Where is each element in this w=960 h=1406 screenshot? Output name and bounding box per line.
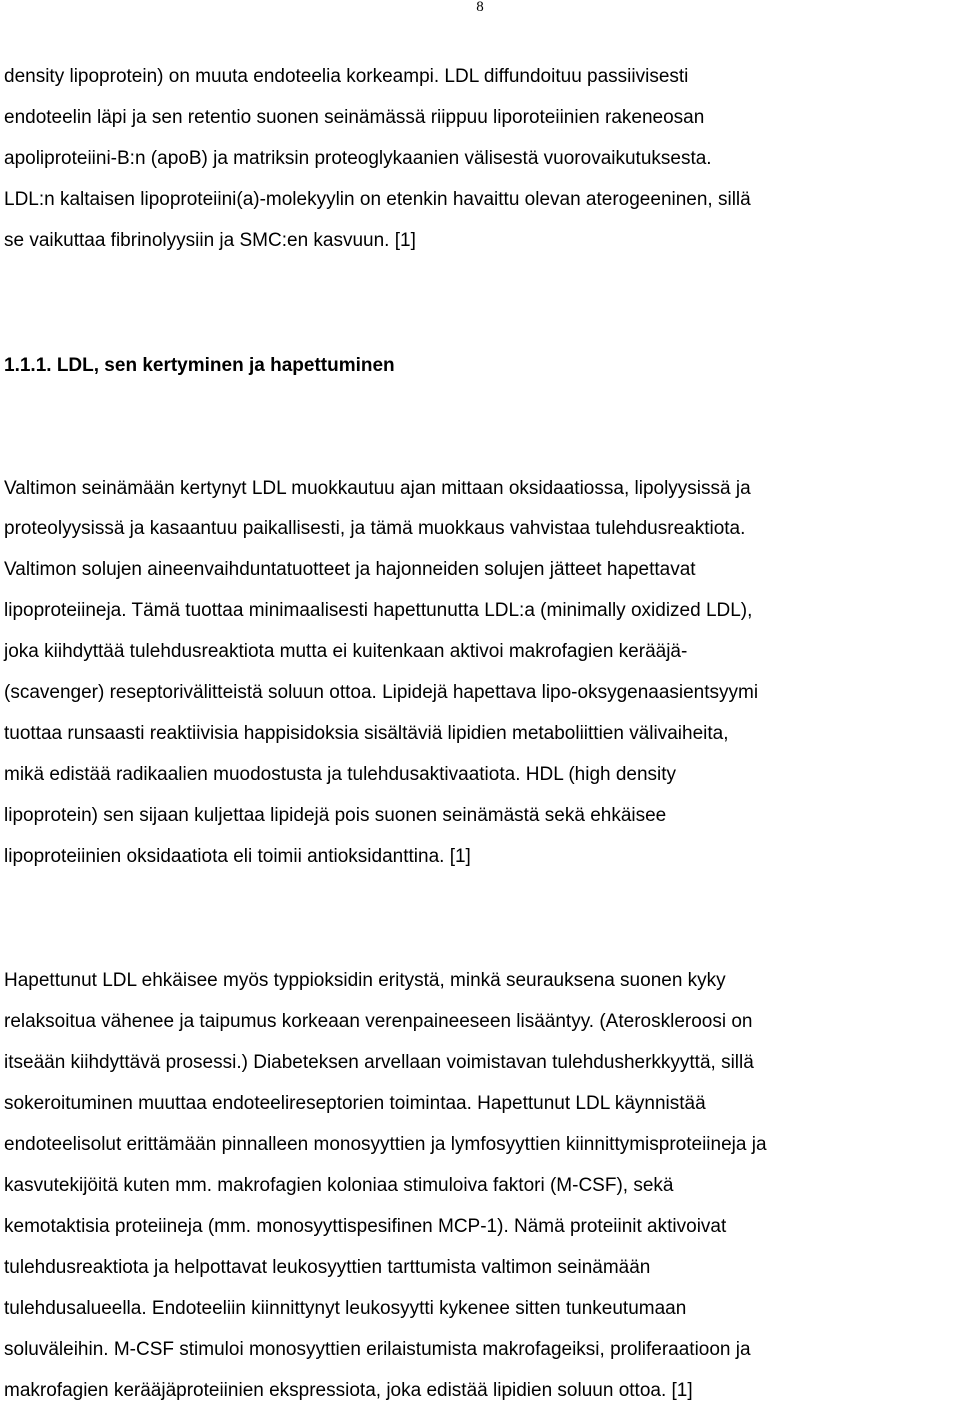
- text-line: lipoproteiineja. Tämä tuottaa minimaalisesti hapettunutta LDL:a (minimally oxidized LDL),: [4, 600, 753, 621]
- text-line: tulehdusreaktiota ja helpottavat leukosyyttien tarttumista valtimon seinämään: [4, 1257, 651, 1278]
- text-line: sokeroituminen muuttaa endoteelireseptorien toimintaa. Hapettunut LDL käynnistää: [4, 1093, 706, 1114]
- text-line: relaksoitua vähenee ja taipumus korkeaan verenpaineeseen lisääntyy. (Ateroskleroosi on: [4, 1011, 753, 1032]
- page-number: 8: [476, 0, 484, 15]
- text-line: tulehdusalueella. Endoteeliin kiinnittynyt leukosyytti kykenee sitten tunkeutumaan: [4, 1298, 687, 1319]
- text-line: lipoprotein) sen sijaan kuljettaa lipidejä pois suonen seinämästä sekä ehkäisee: [4, 805, 667, 826]
- text-line: endoteelisolut erittämään pinnalleen monosyyttien ja lymfosyyttien kiinnittymisproteiineja ja: [4, 1134, 767, 1155]
- text-line: kemotaktisia proteiineja (mm. monosyyttispesifinen MCP-1). Nämä proteiinit aktivoivat: [4, 1216, 727, 1237]
- text-line: endoteelin läpi ja sen retentio suonen seinämässä riippuu liporoteiinien rakeneosan: [4, 107, 705, 128]
- text-line: soluväleihin. M-CSF stimuloi monosyyttien erilaistumista makrofageiksi, proliferaatioon ja: [4, 1339, 751, 1360]
- text-line: proteolyysissä ja kasaantuu paikallisesti, ja tämä muokkaus vahvistaa tulehdusreaktiota.: [4, 518, 746, 539]
- text-line: LDL:n kaltaisen lipoproteiini(a)-molekyylin on etenkin havaittu olevan aterogeeninen, sillä: [4, 189, 751, 210]
- text-line: (scavenger) reseptorivälitteistä soluun ottoa. Lipidejä hapettava lipo-oksygenaasientsyymi: [4, 682, 759, 703]
- text-line: itseään kiihdyttävä prosessi.) Diabeteksen arvellaan voimistavan tulehdusherkkyyttä, sillä: [4, 1052, 754, 1073]
- text-line: se vaikuttaa fibrinolyysiin ja SMC:en kasvuun. [1]: [4, 230, 416, 251]
- text-line: apoliproteiini-B:n (apoB) ja matriksin proteoglykaanien välisestä vuorovaikutuksesta.: [4, 148, 712, 169]
- section-heading: 1.1.1. LDL, sen kertyminen ja hapettuminen: [4, 355, 395, 376]
- text-line: lipoproteiinien oksidaatiota eli toimii antioksidanttina. [1]: [4, 846, 471, 867]
- text-line: Valtimon solujen aineenvaihduntatuotteet ja hajonneiden solujen jätteet hapettavat: [4, 559, 696, 580]
- text-line: Valtimon seinämään kertynyt LDL muokkautuu ajan mittaan oksidaatiossa, lipolyysissä ja: [4, 478, 751, 499]
- text-line: Hapettunut LDL ehkäisee myös typpioksidin eritystä, minkä seurauksena suonen kyky: [4, 970, 726, 991]
- text-line: kasvutekijöitä kuten mm. makrofagien koloniaa stimuloiva faktori (M-CSF), sekä: [4, 1175, 674, 1196]
- text-line: makrofagien kerääjäproteiinien ekspressiota, joka edistää lipidien soluun ottoa. [1]: [4, 1380, 693, 1401]
- text-line: tuottaa runsaasti reaktiivisia happisidoksia sisältäviä lipidien metaboliittien välivaiheita,: [4, 723, 729, 744]
- text-line: joka kiihdyttää tulehdusreaktiota mutta ei kuitenkaan aktivoi makrofagien kerääjä-: [4, 641, 688, 662]
- text-line: density lipoprotein) on muuta endoteelia korkeampi. LDL diffundoituu passiivisesti: [4, 66, 689, 87]
- text-line: mikä edistää radikaalien muodostusta ja tulehdusaktivaatiota. HDL (high density: [4, 764, 677, 785]
